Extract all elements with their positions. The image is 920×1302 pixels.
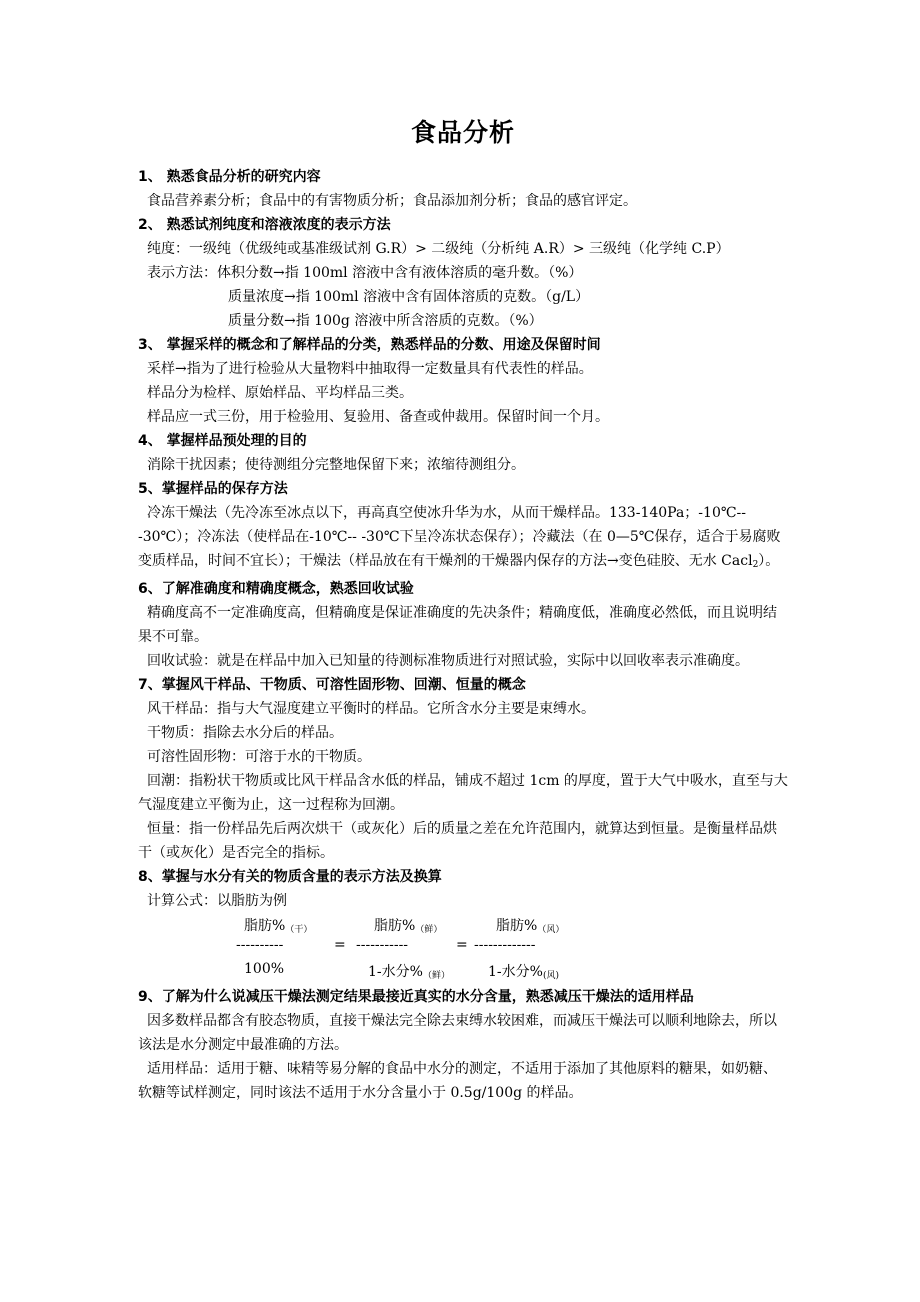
section-3-heading: 3、 掌握采样的概念和了解样品的分类，熟悉样品的分数、用途及保留时间	[138, 337, 601, 353]
formula-numerator-fresh: 脂肪$\%_{(鲜)}$	[374, 918, 443, 935]
document-page	[138, 116, 788, 1105]
section-7-moisture-regain: 回潮：指粉状干物质或比风干样品含水低的样品，铺成不超过 1cm 的厚度，置于大气中吸水，直至与大气湿度建立平衡为止，这一过程称为回潮。	[138, 773, 788, 813]
section-1-text: 食品营养素分析；食品中的有害物质分析；食品添加剂分析；食品的感官评定。	[147, 193, 637, 209]
section-2-method-mass-concentration: 质量浓度→指 100ml 溶液中含有固体溶质的克数。（g/L）	[228, 289, 590, 305]
section-7-soluble-solids: 可溶性固形物：可溶于水的干物质。	[147, 749, 371, 765]
formula-equals-1: =	[334, 937, 346, 953]
formula-denominator-fresh: 1-水分$\%_{(鲜)}$	[368, 964, 450, 981]
section-5-end: ）。	[758, 553, 780, 569]
formula-denominator-air: 1-水分$\%_{(风)}$	[488, 964, 559, 981]
section-8-heading: 8、掌握与水分有关的物质含量的表示方法及换算	[138, 869, 442, 885]
section-3-sampling: 采样→指为了进行检验从大量物料中抽取得一定数量具有代表性的样品。	[147, 361, 593, 377]
fat-conversion-formula	[138, 913, 788, 985]
section-3-sample-types: 样品分为检样、原始样品、平均样品三类。	[147, 385, 413, 401]
section-2-purity: 纯度：一级纯（优级纯或基准级试剂 G.R）> 二级纯（分析纯 A.R）> 三级纯（化学纯 C.P）	[147, 241, 730, 257]
section-6-precision: 精确度高不一定准确度高，但精确度是保证准确度的先决条件；精确度低，准确度必然低，而且说明结果不可靠。	[138, 605, 777, 645]
section-7-dry-matter: 干物质：指除去水分后的样品。	[147, 725, 343, 741]
section-8-formula-intro: 计算公式：以脂肪为例	[147, 893, 287, 909]
formula-denominator-dry: 100%	[244, 961, 285, 977]
section-9-applicable-samples: 适用样品：适用于糖、味精等易分解的食品中水分的测定，不适用于添加了其他原料的糖果，如奶糖、软糖等试样测定，同时该法不适用于水分含量小于 0.5g/100g 的样品。	[138, 1061, 777, 1101]
section-7-constant-weight: 恒量：指一份样品先后两次烘干（或灰化）后的质量之差在允许范围内，就算达到恒量。是衡量样品烘干（或灰化）是否完全的指标。	[138, 821, 777, 861]
document-title: 食品分析	[410, 118, 515, 147]
section-3-retention: 样品应一式三份，用于检验用、复验用、备查或仲裁用。保留时间一个月。	[147, 409, 609, 425]
section-5-subscript: 2	[752, 560, 759, 570]
section-9-reason: 因多数样品都含有胶态物质，直接干燥法完全除去束缚水较困难，而减压干燥法可以顺利地除去，所以该法是水分测定中最准确的方法。	[138, 1013, 777, 1053]
section-9-heading: 9、了解为什么说减压干燥法测定结果最接近真实的水分含量，熟悉减压干燥法的适用样品	[138, 989, 694, 1005]
section-5-heading: 5、掌握样品的保存方法	[138, 481, 288, 497]
section-6-heading: 6、了解准确度和精确度概念，熟悉回收试验	[138, 581, 414, 597]
formula-numerator-air: 脂肪$\%_{(风)}$	[496, 918, 565, 935]
formula-bar-2: -----------	[356, 937, 409, 953]
formula-bar-3: -------------	[474, 937, 536, 953]
section-2-heading: 2、 熟悉试剂纯度和溶液浓度的表示方法	[138, 217, 391, 233]
formula-bar-1: ----------	[236, 937, 284, 953]
section-1-heading: 1、 熟悉食品分析的研究内容	[138, 169, 321, 185]
section-4-heading: 4、 掌握样品预处理的目的	[138, 433, 307, 449]
section-7-air-dried: 风干样品：指与大气湿度建立平衡时的样品。它所含水分主要是束缚水。	[147, 701, 595, 717]
section-4-text: 消除干扰因素；使待测组分完整地保留下来；浓缩待测组分。	[147, 457, 525, 473]
section-7-heading: 7、掌握风干样品、干物质、可溶性固形物、回潮、恒量的概念	[138, 677, 526, 693]
formula-numerator-dry: 脂肪$\%_{(干)}$	[244, 918, 313, 935]
section-2-method-mass-fraction: 质量分数→指 100g 溶液中所含溶质的克数。（%）	[228, 313, 543, 329]
section-6-recovery: 回收试验：就是在样品中加入已知量的待测标准物质进行对照试验，实际中以回收率表示准确度。	[147, 653, 749, 669]
section-5-body: 冷冻干燥法（先冷冻至冰点以下，再高真空使冰升华为水，从而干燥样品。133-140Pa；-10℃-- -30℃）；冷冻法（使样品在-10℃-- -30℃下呈冷冻状态保存）；冷藏法（在 0—5℃保存，适合于易腐败变质样品，时间不宜长）；干燥法（样品放在有干燥剂的干燥器内保存的方法→变色硅胶、无水 Cacl	[138, 505, 781, 569]
section-2-method-volume: 表示方法：体积分数→指 100ml 溶液中含有液体溶质的毫升数。（%）	[147, 265, 583, 281]
section-5-text	[138, 501, 788, 577]
formula-equals-2: =	[456, 937, 468, 953]
